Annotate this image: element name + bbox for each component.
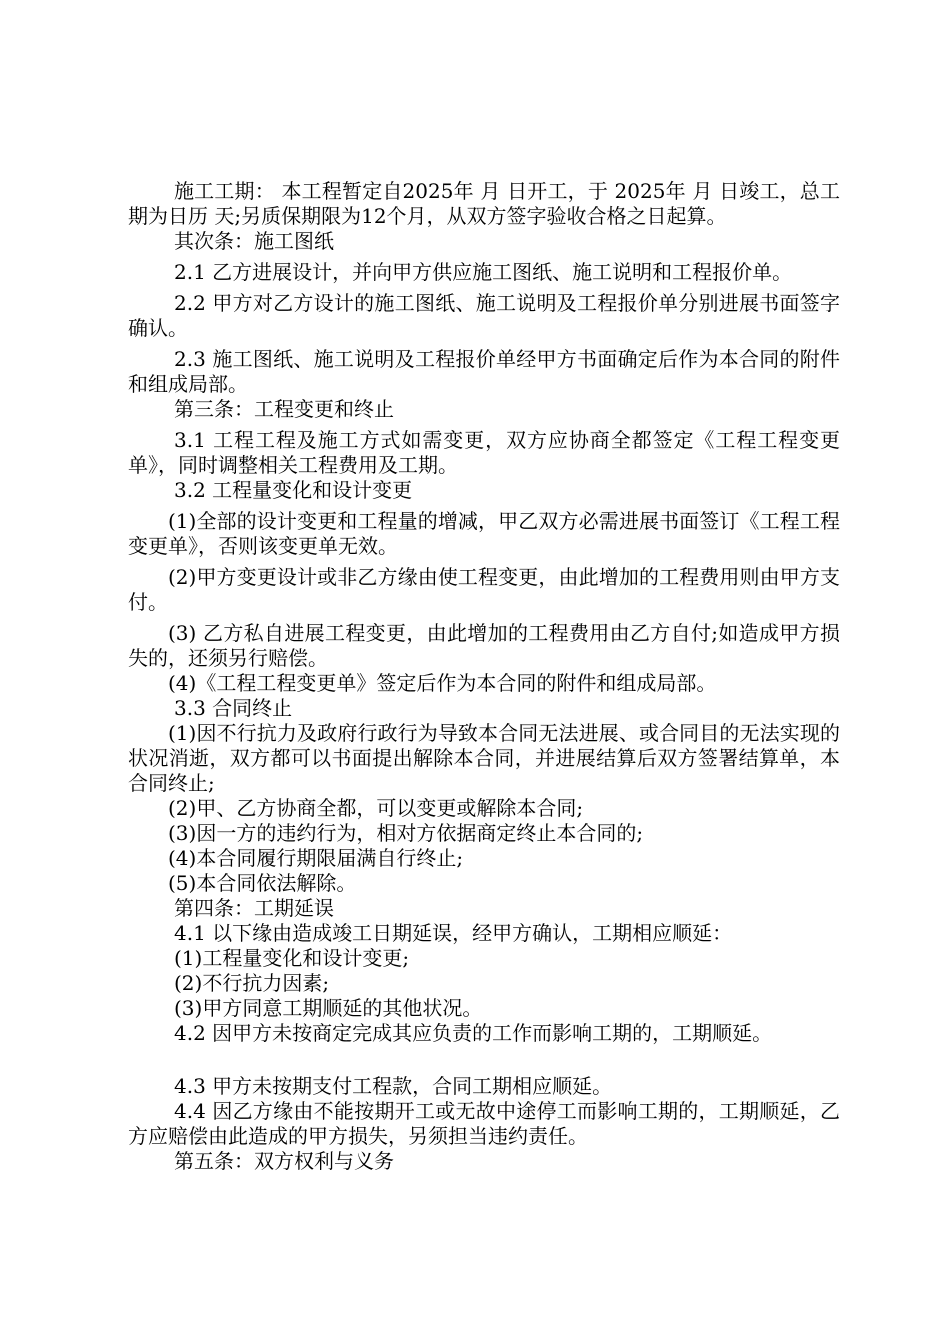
heading-article-4: 第四条：工期延误 <box>174 896 334 920</box>
paragraph-4-1: 4.1 以下缘由造成竣工日期延误，经甲方确认，工期相应顺延： <box>174 921 733 945</box>
heading-article-3: 第三条：工程变更和终止 <box>174 397 394 421</box>
paragraph-construction-period: 施工工期： 本工程暂定自2025年 月 日开工，于 2025年 月 日竣工，总工期为日历 天;另质保期限为12个月，从双方签字验收合格之日起算。 <box>128 179 840 228</box>
paragraph-2-2: 2.2 甲方对乙方设计的施工图纸、施工说明及工程报价单分别进展书面签字确认。 <box>128 291 840 340</box>
paragraph-3-3-item-5: (5)本合同依法解除。 <box>168 871 357 895</box>
heading-article-5: 第五条：双方权利与义务 <box>174 1149 394 1173</box>
paragraph-4-1-item-3: (3)甲方同意工期顺延的其他状况。 <box>174 996 483 1020</box>
paragraph-3-2-item-4: (4)《工程工程变更单》签定后作为本合同的附件和组成局部。 <box>168 671 717 695</box>
paragraph-3-2-item-1: (1)全部的设计变更和工程量的增减，甲乙双方必需进展书面签订《工程工程变更单》，否则该变更单无效。 <box>128 509 840 558</box>
document-body <box>128 179 840 1174</box>
paragraph-4-2: 4.2 因甲方未按商定完成其应负责的工作而影响工期的，工期顺延。 <box>174 1021 773 1045</box>
paragraph-3-3-item-3: (3)因一方的违约行为，相对方依据商定终止本合同的; <box>168 821 644 845</box>
paragraph-4-1-item-1: (1)工程量变化和设计变更; <box>174 946 410 970</box>
paragraph-3-3-item-2: (2)甲、乙方协商全都，可以变更或解除本合同; <box>168 796 584 820</box>
paragraph-4-1-item-2: (2)不行抗力因素; <box>174 971 330 995</box>
paragraph-3-3: 3.3 合同终止 <box>174 696 293 720</box>
paragraph-3-1: 3.1 工程工程及施工方式如需变更，双方应协商全都签定《工程工程变更单》，同时调整相关工程费用及工期。 <box>128 428 840 477</box>
paragraph-4-3: 4.3 甲方未按期支付工程款，合同工期相应顺延。 <box>174 1074 613 1098</box>
heading-article-2: 其次条：施工图纸 <box>174 229 334 253</box>
paragraph-3-3-item-1: (1)因不行抗力及政府行政行为导致本合同无法进展、或合同目的无法实现的状况消逝，双方都可以书面提出解除本合同，并进展结算后双方签署结算单，本合同终止; <box>128 721 840 795</box>
paragraph-2-3: 2.3 施工图纸、施工说明及工程报价单经甲方书面确定后作为本合同的附件和组成局部。 <box>128 347 840 396</box>
paragraph-3-2: 3.2 工程量变化和设计变更 <box>174 478 413 502</box>
paragraph-3-2-item-2: (2)甲方变更设计或非乙方缘由使工程变更，由此增加的工程费用则由甲方支付。 <box>128 565 840 614</box>
paragraph-3-3-item-4: (4)本合同履行期限届满自行终止; <box>168 846 464 870</box>
paragraph-4-4: 4.4 因乙方缘由不能按期开工或无故中途停工而影响工期的，工期顺延，乙方应赔偿由此造成的甲方损失，另须担当违约责任。 <box>128 1099 840 1148</box>
paragraph-2-1: 2.1 乙方进展设计，并向甲方供应施工图纸、施工说明和工程报价单。 <box>174 260 793 284</box>
paragraph-3-2-item-3: (3) 乙方私自进展工程变更，由此增加的工程费用由乙方自付;如造成甲方损失的，还须另行赔偿。 <box>128 621 840 670</box>
